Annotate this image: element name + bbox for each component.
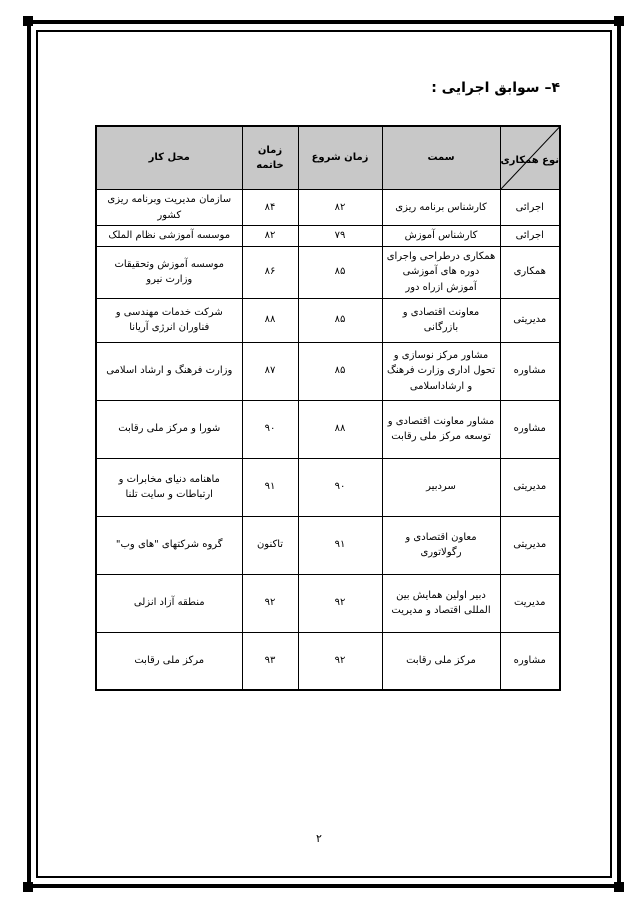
table-row — [96, 342, 560, 400]
cell-position: کارشناس آموزش — [382, 226, 500, 247]
border-corner-top-right — [614, 16, 624, 26]
cell-end: ۸۸ — [242, 298, 298, 342]
table-row — [96, 298, 560, 342]
cell-start: ۸۵ — [298, 246, 382, 298]
border-corner-bottom-left — [23, 882, 33, 892]
table-row — [96, 190, 560, 226]
cell-position: کارشناس برنامه ریزی — [382, 190, 500, 226]
cell-start: ۹۰ — [298, 458, 382, 516]
cell-type: مدیریتی — [500, 516, 560, 574]
cell-workplace: وزارت فرهنگ و ارشاد اسلامی — [96, 342, 242, 400]
cell-start: ۹۲ — [298, 632, 382, 690]
header-type: نوع همکاری — [500, 126, 560, 190]
cell-end: ۹۳ — [242, 632, 298, 690]
cell-workplace: موسسه آموزش وتحقیقات وزارت نیرو — [96, 246, 242, 298]
table-header-row — [96, 126, 560, 190]
section-heading: ۴– سوابق اجرایی : — [431, 80, 560, 96]
cell-position: مشاور معاونت اقتصادی و توسعه مرکز ملی رقابت — [382, 400, 500, 458]
cell-type: مشاوره — [500, 342, 560, 400]
cell-position: سردبیر — [382, 458, 500, 516]
cell-position: معاون اقتصادی و رگولاتوری — [382, 516, 500, 574]
cell-workplace: شرکت خدمات مهندسی و فناوران انرژی آریانا — [96, 298, 242, 342]
table-row — [96, 246, 560, 298]
cell-workplace: مرکز ملی رقابت — [96, 632, 242, 690]
cell-start: ۹۲ — [298, 574, 382, 632]
cell-type: اجرائی — [500, 226, 560, 247]
work-experience-table — [95, 125, 561, 691]
cell-workplace: گروه شرکتهای "های وب" — [96, 516, 242, 574]
cell-position: معاونت اقتصادی و بازرگانی — [382, 298, 500, 342]
cell-end: ۹۰ — [242, 400, 298, 458]
table-row — [96, 226, 560, 247]
cell-end: تاکنون — [242, 516, 298, 574]
cell-position: مشاور مرکز نوسازی و تحول اداری وزارت فرهنگ و ارشاداسلامی — [382, 342, 500, 400]
cell-position: همکاری درطراحی واجرای دوره های آموزشی آموزش ازراه دور — [382, 246, 500, 298]
cell-end: ۹۲ — [242, 574, 298, 632]
table-row — [96, 458, 560, 516]
header-start: زمان شروع — [298, 126, 382, 190]
cell-type: همکاری — [500, 246, 560, 298]
cell-type: مدیریتی — [500, 458, 560, 516]
cell-start: ۷۹ — [298, 226, 382, 247]
page-number: ۲ — [316, 832, 322, 845]
cell-type: اجرائی — [500, 190, 560, 226]
cell-workplace: منطقه آزاد انزلی — [96, 574, 242, 632]
cell-type: مدیریت — [500, 574, 560, 632]
border-corner-bottom-right — [614, 882, 624, 892]
cell-workplace: ماهنامه دنیای مخابرات و ارتباطات و سایت تلنا — [96, 458, 242, 516]
cell-workplace: موسسه آموزشی نظام الملک — [96, 226, 242, 247]
table-row — [96, 574, 560, 632]
cell-type: مشاوره — [500, 400, 560, 458]
header-end: زمان خاتمه — [242, 126, 298, 190]
table-row — [96, 632, 560, 690]
cell-end: ۸۷ — [242, 342, 298, 400]
cell-end: ۸۲ — [242, 226, 298, 247]
table-row — [96, 516, 560, 574]
cell-start: ۹۱ — [298, 516, 382, 574]
cell-start: ۸۵ — [298, 298, 382, 342]
border-corner-top-left — [23, 16, 33, 26]
cell-end: ۸۶ — [242, 246, 298, 298]
cell-start: ۸۸ — [298, 400, 382, 458]
header-workplace: محل کار — [96, 126, 242, 190]
cell-type: مشاوره — [500, 632, 560, 690]
cell-type: مدیریتی — [500, 298, 560, 342]
header-position: سمت — [382, 126, 500, 190]
cell-end: ۸۴ — [242, 190, 298, 226]
cell-end: ۹۱ — [242, 458, 298, 516]
cell-workplace: شورا و مرکز ملی رقابت — [96, 400, 242, 458]
cell-start: ۸۲ — [298, 190, 382, 226]
cell-start: ۸۵ — [298, 342, 382, 400]
cell-position: دبیر اولین همایش بین المللی اقتصاد و مدیریت — [382, 574, 500, 632]
table-row — [96, 400, 560, 458]
cell-position: مرکز ملی رقابت — [382, 632, 500, 690]
cell-workplace: سازمان مدیریت وبرنامه ریزی کشور — [96, 190, 242, 226]
